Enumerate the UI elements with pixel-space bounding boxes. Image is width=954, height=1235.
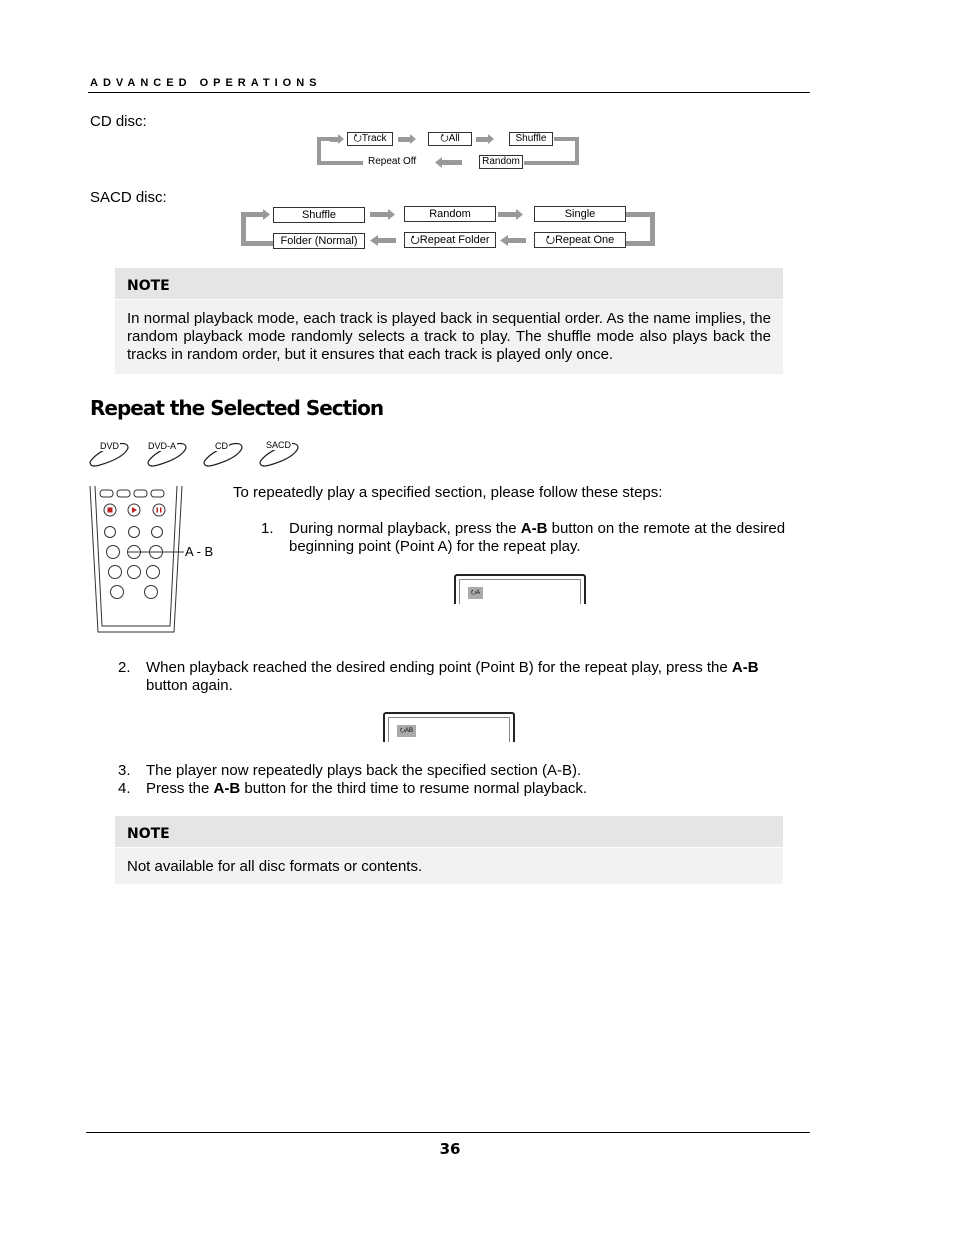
sacd-repeat-folder-box: ⭮Repeat Folder [404, 232, 496, 248]
cd-track-box: ⭮Track [347, 132, 393, 146]
disc-badge-cd: CD [215, 441, 228, 451]
step-text-bold: A-B [213, 780, 241, 797]
step-number: 4. [118, 780, 131, 797]
step-text-post: button again. [146, 677, 233, 694]
step-text [146, 780, 587, 798]
cd-shuffle-box: Shuffle [509, 132, 553, 146]
footer-rule [86, 1132, 810, 1133]
step-text-pre: Press the [146, 780, 214, 797]
step-number: 3. [118, 762, 131, 779]
osd-repeat-a-indicator: ⭮A [468, 587, 483, 599]
step-text-post: button for the third time to resume normal playback. [240, 780, 588, 797]
remote-illustration [86, 482, 226, 637]
sacd-random-box: Random [404, 206, 496, 222]
note-heading: NOTE [115, 268, 783, 300]
disc-badge-dvd: DVD [100, 441, 120, 451]
note-body: Not available for all disc formats or contents. [127, 858, 423, 875]
osd-repeat-ab-indicator: ⭮AB [397, 725, 416, 737]
step-number: 2. [118, 659, 131, 676]
page-number: 36 [439, 1140, 461, 1158]
cd-all-box: ⭮All [428, 132, 472, 146]
step-number: 1. [261, 520, 274, 537]
cd-repeat-diagram [314, 128, 584, 170]
note-box-playback-modes [115, 268, 783, 374]
disc-badge-dvd-a: DVD-A [148, 441, 177, 451]
cd-random-box: Random [479, 155, 523, 169]
disc-format-badges [88, 438, 308, 470]
step-text-post: button on the remote at the desired beginning point (Point A) for the repeat play. [289, 520, 786, 555]
cd-repeat-off-label: Repeat Off [368, 156, 417, 167]
step-text [289, 520, 811, 556]
osd-screen-ab [383, 712, 515, 742]
note-body: In normal playback mode, each track is played back in sequential order. As the name implies, the random playback mode randomly selects a track to play. The shuffle mode also plays back the tracks in random order, but it ensures that each track is played only once. [127, 310, 771, 363]
header-rule [88, 92, 810, 93]
sacd-disc-label: SACD disc: [90, 189, 167, 206]
disc-badge-sacd: SACD [266, 440, 292, 450]
note-box-availability [115, 816, 783, 884]
sacd-single-box: Single [534, 206, 626, 222]
steps-intro: To repeatedly play a specified section, please follow these steps: [233, 484, 663, 501]
step-text [146, 659, 791, 695]
step-text-pre: During normal playback, press the [289, 520, 521, 537]
osd-screen-a [454, 574, 586, 604]
step-text-bold: A-B [731, 659, 759, 676]
cd-disc-label: CD disc: [90, 113, 147, 130]
sacd-folder-normal-box: Folder (Normal) [273, 233, 365, 249]
note-heading: NOTE [115, 816, 783, 848]
section-header: ADVANCED OPERATIONS [90, 77, 322, 89]
remote-control-drawing [86, 482, 226, 637]
step-text-pre: The player now repeatedly plays back the specified section (A-B). [146, 762, 582, 779]
remote-ab-label: A - B [185, 544, 214, 559]
sacd-repeat-one-box: ⭮Repeat One [534, 232, 626, 248]
step-text [146, 762, 581, 780]
step-text-bold: A-B [520, 520, 548, 537]
sacd-repeat-diagram [240, 204, 660, 252]
section-title: Repeat the Selected Section [90, 396, 384, 420]
step-text-pre: When playback reached the desired ending point (Point B) for the repeat play, press the [146, 659, 732, 676]
sacd-shuffle-box: Shuffle [273, 207, 365, 223]
